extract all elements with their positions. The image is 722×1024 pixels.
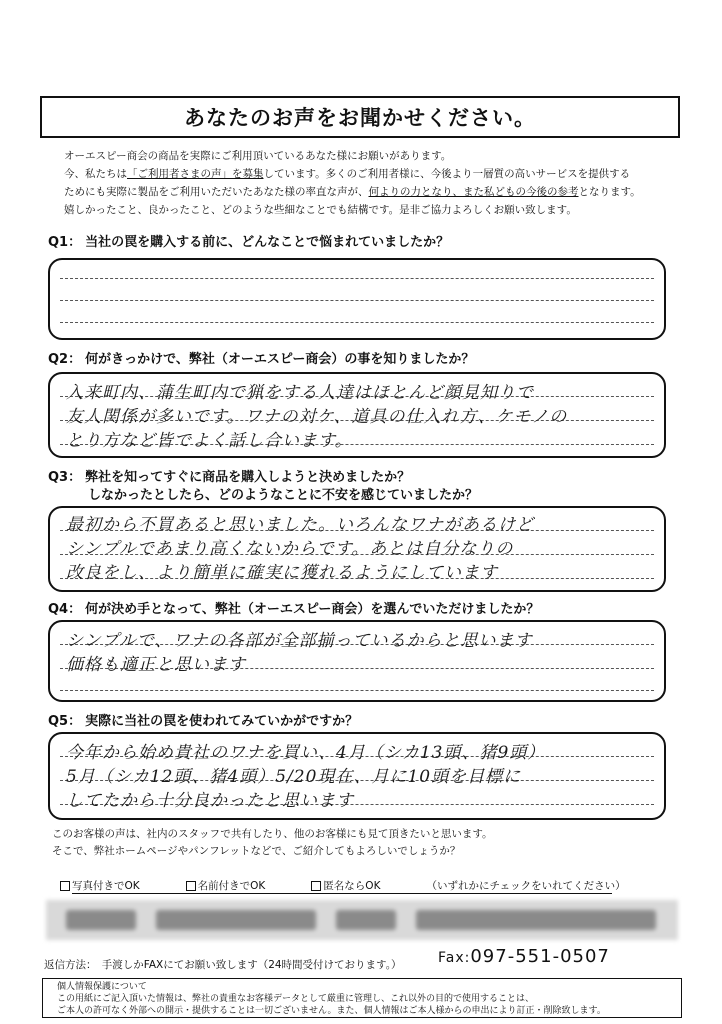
intro-line-2 — [64, 165, 684, 183]
intro-line-2b: しています。多くのご利用者様に、今後より一層質の高いサービスを提供する — [263, 168, 631, 180]
intro-line-2a: 今、私たちは — [64, 168, 127, 180]
handwritten-answer-line: してたから十分良かったと思います — [66, 791, 354, 811]
checkbox-name-ok[interactable] — [186, 878, 266, 893]
checkbox-square-icon — [311, 881, 321, 891]
title-text: あなたのお声をお聞かせください。 — [184, 106, 536, 130]
handwritten-answer-line: 改良をし、より簡単に確実に獲れるようにしています — [66, 563, 498, 583]
intro-line-1: オーエスピー商会の商品を実際にご利用頂いているあなた様にお願いがあります。 — [64, 150, 452, 162]
question-1-number: Q1： — [48, 235, 82, 250]
intro-line-3a: ためにも実際に製品をご利用いただいたあなた様の率直な声が、 — [64, 186, 369, 198]
answer-line — [60, 278, 654, 279]
handwritten-answer-line: とり方など皆でよく話し合います。 — [66, 431, 353, 451]
reply-method: 返信方法： 手渡しかFAXにてお願い致します（24時間受付けております。） — [44, 959, 402, 971]
question-3-text: 弊社を知ってすぐに商品を購入しようと決めましたか？ — [85, 470, 411, 485]
handwritten-answer-line: 5月（シカ12頭、猪4頭）5/20現在、月に10頭を目標に — [66, 767, 522, 787]
redacted-block — [336, 910, 396, 930]
question-1 — [48, 231, 449, 250]
question-2-text: 何がきっかけで、弊社（オーエスピー商会）の事を知りましたか？ — [85, 352, 475, 367]
answer-line — [60, 322, 654, 323]
question-3-line-2: しなかったとしたら、どのようなことに不安を感じていましたか？ — [88, 488, 479, 503]
question-2-number: Q2： — [48, 352, 82, 367]
consent-checkboxes — [60, 878, 626, 893]
checkbox-anonymous-ok[interactable] — [311, 878, 380, 893]
question-4-number: Q4： — [48, 602, 82, 617]
fax-digits: 097-551-0507 — [470, 946, 610, 967]
checkbox-photo-ok[interactable] — [60, 878, 140, 893]
question-2 — [48, 348, 474, 367]
intro-line-4: 嬉しかったこと、良かったこと、どのような些細なことでも結構です。是非ご協力よろしくお願い致します。 — [64, 204, 577, 216]
answer-box-1[interactable] — [48, 258, 666, 340]
handwritten-answer-line: 今年から始め貴社のワナを買い、4月（シカ13頭、猪9頭） — [66, 743, 546, 763]
question-4-text: 何が決め手となって、弊社（オーエスピー商会）を選んでいただけましたか？ — [85, 602, 540, 617]
redacted-signature-area — [46, 900, 678, 940]
privacy-line-3: ご本人の許可なく外部への開示・提供することは一切ございません。また、個人情報はご本人様からの申出により訂正・削除致します。 — [57, 1006, 606, 1016]
checkbox-square-icon — [186, 881, 196, 891]
redacted-block — [66, 910, 136, 930]
checkbox-square-icon — [60, 881, 70, 891]
question-4 — [48, 598, 539, 617]
privacy-notice — [42, 978, 682, 1018]
handwritten-answer-line: シンプルで、ワナの各部が全部揃っているからと思います — [66, 631, 533, 651]
fax-number — [438, 946, 610, 967]
checkbox-photo-label: 写真付きでOK — [72, 880, 140, 892]
redacted-block — [156, 910, 316, 930]
handwritten-answer-line: 入来町内、蒲生町内で猟をする人達はほとんど顔見知りで — [66, 383, 534, 403]
footnote-line-1: このお客様の声は、社内のスタッフで共有したり、他のお客様にも見て頂きたいと思います。 — [52, 828, 493, 840]
handwritten-answer-line: シンプルであまり高くないからです。あとは自分なりの — [66, 539, 514, 559]
handwritten-answer-line: 価格も適正と思います — [66, 655, 246, 675]
fax-label: Fax: — [438, 950, 471, 966]
privacy-line-1: 個人情報保護について — [57, 982, 147, 992]
redacted-block — [416, 910, 656, 930]
handwritten-answer-line: 友人関係が多いです。ワナの対ケ、道具の仕入れ方、ケモノの — [66, 407, 568, 427]
publication-consent-text — [52, 826, 492, 860]
checkbox-name-label: 名前付きでOK — [197, 880, 266, 892]
question-5-number: Q5： — [48, 714, 82, 729]
checkbox-anonymous-label: 匿名ならOK — [323, 880, 381, 892]
intro-line-3 — [64, 183, 684, 201]
footnote-line-2: そこで、弊社ホームページやパンフレットなどで、ご紹介してもよろしいでしょうか？ — [52, 845, 461, 857]
answer-box-4[interactable] — [48, 620, 666, 702]
question-3-number: Q3： — [48, 470, 82, 485]
answer-box-5[interactable] — [48, 732, 666, 820]
answer-box-3[interactable] — [48, 506, 666, 592]
intro-line-3-underlined: 何よりの力となり、また私どもの今後の参考 — [368, 186, 579, 198]
answer-line — [60, 690, 654, 691]
question-5 — [48, 710, 358, 729]
handwritten-answer-line: 最初から不買あると思いました。いろんなワナがあるけど — [66, 515, 534, 535]
divider — [72, 893, 612, 894]
answer-line — [60, 300, 654, 301]
answer-box-2[interactable] — [48, 372, 666, 458]
question-3 — [48, 466, 410, 485]
intro-line-2-underlined: 「ご利用者さまの声」を募集 — [127, 168, 264, 180]
intro-line-3b: となります。 — [578, 186, 641, 198]
checkbox-instruction: （いずれかにチェックをいれてください） — [426, 880, 626, 892]
question-5-text: 実際に当社の罠を使われてみていかがですか？ — [85, 714, 359, 729]
intro-text — [64, 147, 684, 219]
page-title — [40, 96, 680, 138]
privacy-line-2: この用紙にご記入頂いた情報は、弊社の貴重なお客様データとして厳重に管理し、これ以外の目的で使用することは、 — [57, 994, 535, 1004]
question-1-text: 当社の罠を購入する前に、どんなことで悩まれていましたか？ — [85, 235, 450, 250]
